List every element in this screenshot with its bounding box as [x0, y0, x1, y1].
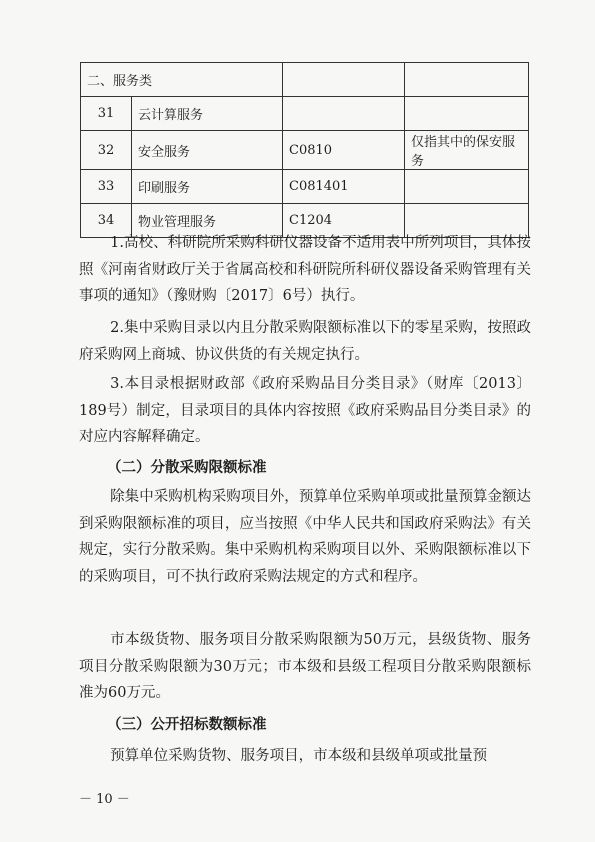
item-code: C081401 — [283, 170, 405, 204]
item-note — [405, 170, 529, 204]
item-code: C1204 — [283, 204, 405, 238]
item-number: 33 — [81, 170, 132, 204]
item-number: 34 — [81, 204, 132, 238]
item-code — [283, 97, 405, 131]
item-note — [405, 97, 529, 131]
section2-paragraph-1: 除集中采购机构采购项目外，预算单位采购单项或批量预算金额达到采购限额标准的项目，应当按照《中华人民共和国政府采购法》有关规定，实行分散采购。集中采购机构采购项目以外、采购限额标准以下的采购项目，可不执行政府采购法规定的方式和程序。 — [79, 489, 531, 585]
item-code: C0810 — [283, 131, 405, 170]
item-name: 印刷服务 — [132, 170, 283, 204]
table-row — [81, 97, 529, 131]
item-name: 云计算服务 — [132, 97, 283, 131]
table-row — [81, 170, 529, 204]
page-number: － 10 － — [79, 792, 130, 807]
table-section-row — [81, 63, 529, 97]
empty-cell — [283, 63, 405, 97]
table-row — [81, 131, 529, 170]
section-heading-public-tender: （三）公开招标数额标准 — [107, 717, 267, 733]
procurement-items-table — [80, 62, 529, 238]
item-number: 31 — [81, 97, 132, 131]
note-3: 3.本目录根据财政部《政府采购品目分类目录》（财库〔2013〕189号）制定，目录项目的具体内容按照《政府采购品目分类目录》的对应内容解释确定。 — [79, 376, 531, 445]
item-number: 32 — [81, 131, 132, 170]
section2-paragraph-2: 市本级货物、服务项目分散采购限额为50万元，县级货物、服务项目分散采购限额为30万元；市本级和县级工程项目分散采购限额标准为60万元。 — [79, 632, 531, 701]
note-1: 1.高校、科研院所采购科研仪器设备不适用表中所列项目，具体按照《河南省财政厅关于省属高校和科研院所科研仪器设备采购管理有关事项的通知》（豫财购〔2017〕6号）执行。 — [79, 235, 531, 304]
section-heading-dispersed-limit: （二）分散采购限额标准 — [107, 460, 267, 476]
item-name: 安全服务 — [132, 131, 283, 170]
item-name: 物业管理服务 — [132, 204, 283, 238]
note-2: 2.集中采购目录以内且分散采购限额标准以下的零星采购，按照政府采购网上商城、协议供货的有关规定执行。 — [79, 320, 531, 363]
empty-cell — [405, 63, 529, 97]
section3-paragraph-1: 预算单位采购货物、服务项目，市本级和县级单项或批量预 — [110, 748, 488, 764]
section-label-cell: 二、服务类 — [81, 63, 283, 97]
item-note: 仅指其中的保安服务 — [405, 131, 529, 170]
